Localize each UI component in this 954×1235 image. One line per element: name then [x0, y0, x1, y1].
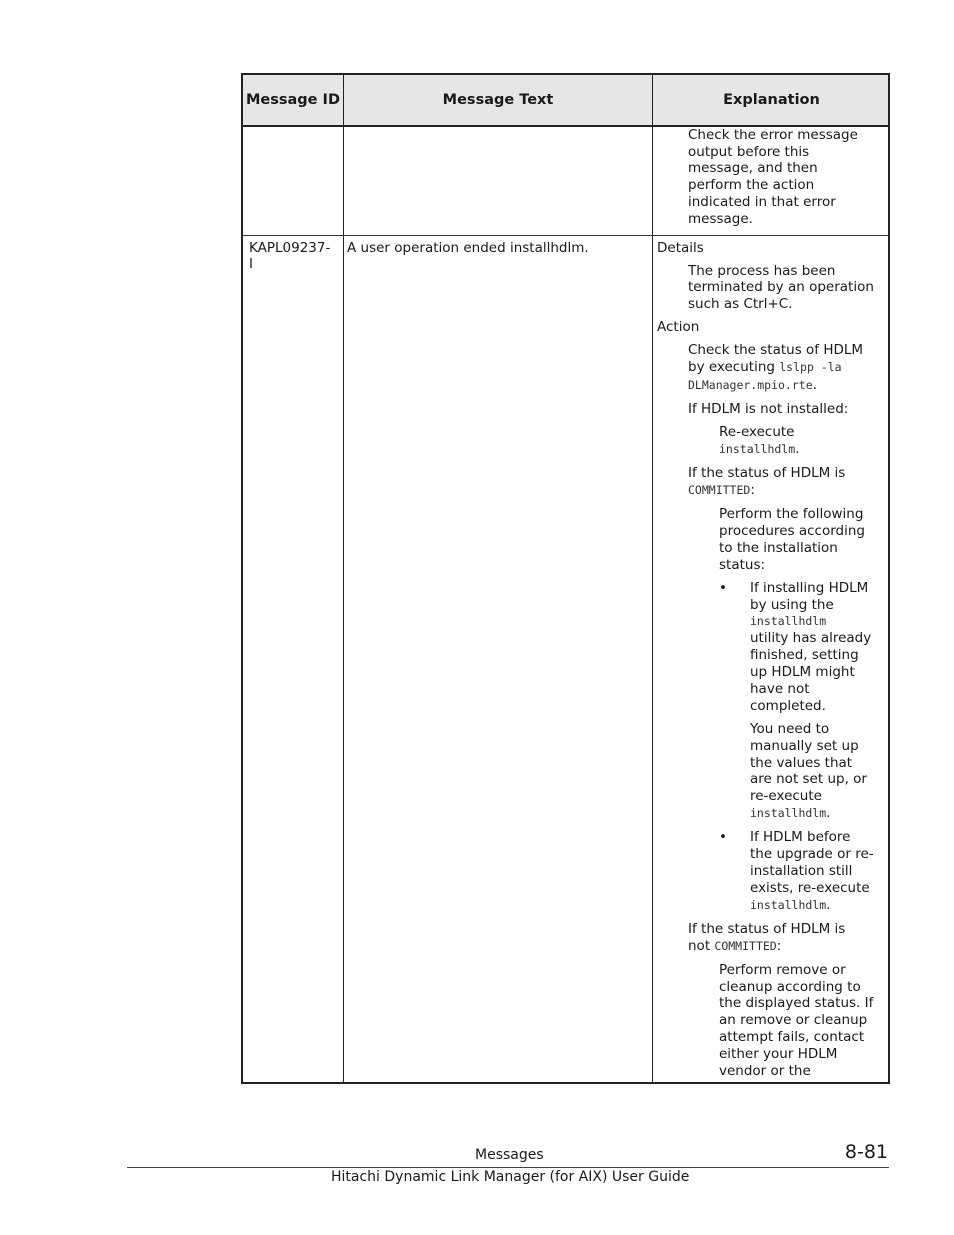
- text-line: status:: [719, 557, 766, 573]
- text-line: [688, 359, 842, 376]
- code-committed: COMMITTED: [714, 939, 777, 953]
- text-line: either your HDLM: [719, 1046, 838, 1062]
- column-divider: [343, 75, 344, 1082]
- message-text: A user operation ended installhdlm.: [347, 240, 589, 256]
- message-id: I: [249, 256, 253, 272]
- text-line: to the installation: [719, 540, 838, 556]
- code-installhdlm: installhdlm: [750, 898, 827, 912]
- text-line: cleanup according to: [719, 979, 861, 995]
- text-line: by using the: [750, 597, 834, 613]
- text-line: utility has already: [750, 630, 872, 646]
- code-installhdlm: installhdlm: [750, 806, 827, 820]
- text-line: the values that: [750, 755, 853, 771]
- code-committed: COMMITTED: [688, 483, 751, 497]
- text-line: [688, 482, 755, 499]
- text-line: You need to: [750, 721, 830, 737]
- text-line: If installing HDLM: [750, 580, 869, 596]
- text-line: re-execute: [750, 788, 822, 804]
- action-label: Action: [657, 319, 700, 335]
- header-explanation: Explanation: [723, 92, 820, 108]
- text-line: message.: [688, 211, 753, 227]
- text-line: terminated by an operation: [688, 279, 874, 295]
- text-line: Check the error message: [688, 127, 858, 143]
- text-line: Perform the following: [719, 506, 864, 522]
- code-installhdlm: installhdlm: [719, 442, 796, 456]
- text-line: [688, 377, 817, 394]
- text-line: Check the status of HDLM: [688, 342, 864, 358]
- footer-rule: [127, 1167, 889, 1168]
- text-line: [750, 613, 826, 630]
- text-line: such as Ctrl+C.: [688, 296, 793, 312]
- text-line: [750, 897, 830, 914]
- text-line: up HDLM might: [750, 664, 855, 680]
- column-divider: [652, 75, 653, 1082]
- text-line: have not: [750, 681, 810, 697]
- text-line: If the status of HDLM is: [688, 921, 846, 937]
- text-line: [719, 441, 799, 458]
- details-label: Details: [657, 240, 704, 256]
- text-line: Re-execute: [719, 424, 795, 440]
- footer-section-title: Messages: [475, 1147, 544, 1163]
- code-lslpp: lslpp -la: [779, 360, 842, 374]
- bullet-icon: •: [719, 580, 727, 596]
- punctuation: .: [826, 805, 831, 821]
- page-number: 8-81: [844, 1141, 888, 1163]
- footer-book-title: Hitachi Dynamic Link Manager (for AIX) User Guide: [331, 1169, 690, 1185]
- text-line: If the status of HDLM is: [688, 465, 846, 481]
- text-line: output before this: [688, 144, 810, 160]
- text-line: finished, setting: [750, 647, 859, 663]
- table-header: [243, 75, 888, 127]
- text-line: the displayed status. If: [719, 995, 874, 1011]
- punctuation: .: [795, 441, 800, 457]
- text-line: The process has been: [688, 263, 836, 279]
- bullet-icon: •: [719, 829, 727, 845]
- text-line: exists, re-execute: [750, 880, 870, 896]
- text-line: an remove or cleanup: [719, 1012, 868, 1028]
- text-fragment: by executing: [688, 359, 780, 375]
- code-package: DLManager.mpio.rte: [688, 378, 813, 392]
- punctuation: .: [812, 377, 817, 393]
- text-line: are not set up, or: [750, 771, 867, 787]
- text-line: installation still: [750, 863, 853, 879]
- text-fragment: not: [688, 938, 715, 954]
- punctuation: :: [776, 938, 782, 954]
- text-line: [688, 938, 781, 955]
- text-line: the upgrade or re-: [750, 846, 874, 862]
- text-line: perform the action: [688, 177, 815, 193]
- text-line: If HDLM is not installed:: [688, 401, 849, 417]
- text-line: Perform remove or: [719, 962, 846, 978]
- text-line: attempt fails, contact: [719, 1029, 865, 1045]
- text-line: procedures according: [719, 523, 865, 539]
- punctuation: :: [750, 482, 755, 498]
- text-line: message, and then: [688, 160, 818, 176]
- code-installhdlm: installhdlm: [750, 614, 827, 628]
- row-divider: [243, 235, 888, 236]
- header-message-text: Message Text: [442, 92, 554, 108]
- text-line: indicated in that error: [688, 194, 836, 210]
- message-id: KAPL09237-: [249, 240, 331, 256]
- text-line: If HDLM before: [750, 829, 851, 845]
- text-line: [750, 805, 830, 822]
- text-line: completed.: [750, 698, 826, 714]
- header-message-id: Message ID: [245, 92, 340, 108]
- text-line: vendor or the: [719, 1063, 811, 1079]
- punctuation: .: [826, 897, 831, 913]
- text-line: manually set up: [750, 738, 859, 754]
